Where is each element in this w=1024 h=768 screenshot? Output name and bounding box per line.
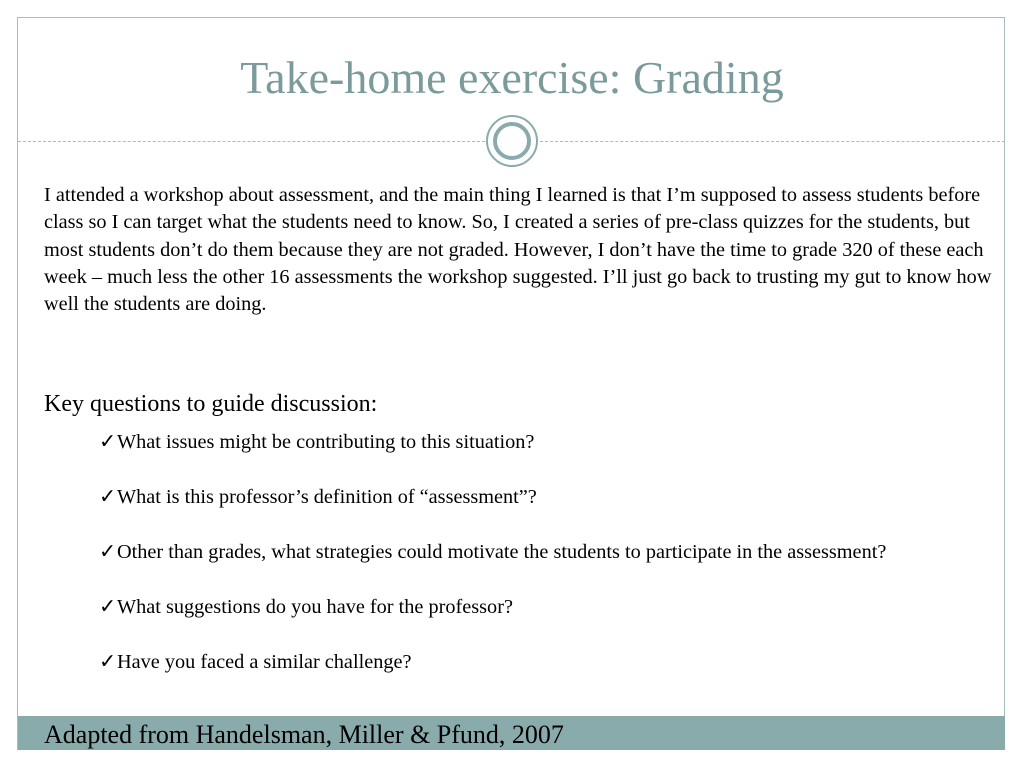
footer-citation: Adapted from Handelsman, Miller & Pfund, 2007 xyxy=(44,720,564,749)
list-item xyxy=(99,429,989,457)
circle-ornament-icon xyxy=(486,115,538,167)
question-text: What issues might be contributing to this situation? xyxy=(117,431,535,453)
checkmark-icon: ✓ xyxy=(99,651,116,673)
question-text: Other than grades, what strategies could motivate the students to participate in the assessment? xyxy=(117,541,887,563)
question-text: What is this professor’s definition of “assessment”? xyxy=(117,486,537,508)
list-item xyxy=(99,649,989,677)
title-divider-left xyxy=(18,141,485,142)
checkmark-icon: ✓ xyxy=(99,596,116,618)
circle-ornament-inner xyxy=(493,122,531,160)
question-text: Have you faced a similar challenge? xyxy=(117,651,412,673)
key-questions-heading: Key questions to guide discussion: xyxy=(44,391,378,417)
checkmark-icon: ✓ xyxy=(99,431,116,453)
list-item xyxy=(99,484,989,512)
slide-title: Take-home exercise: Grading xyxy=(240,52,784,103)
title-divider-right xyxy=(540,141,1005,142)
list-item xyxy=(99,539,989,567)
list-item xyxy=(99,594,989,622)
question-list xyxy=(99,429,989,704)
checkmark-icon: ✓ xyxy=(99,486,116,508)
scenario-paragraph: I attended a workshop about assessment, and the main thing I learned is that I’m supposed to assess students before class so I can target what the students need to know. So, I created a series of pre-class quizzes for the students, but most students don’t do them because they are not graded. However, I don’t have the time to grade 320 of these each week – much less the other 16 assessments the workshop suggested. I’ll just go back to trusting my gut to know how well the students are doing. xyxy=(44,184,992,316)
checkmark-icon: ✓ xyxy=(99,541,116,563)
question-text: What suggestions do you have for the professor? xyxy=(117,596,513,618)
